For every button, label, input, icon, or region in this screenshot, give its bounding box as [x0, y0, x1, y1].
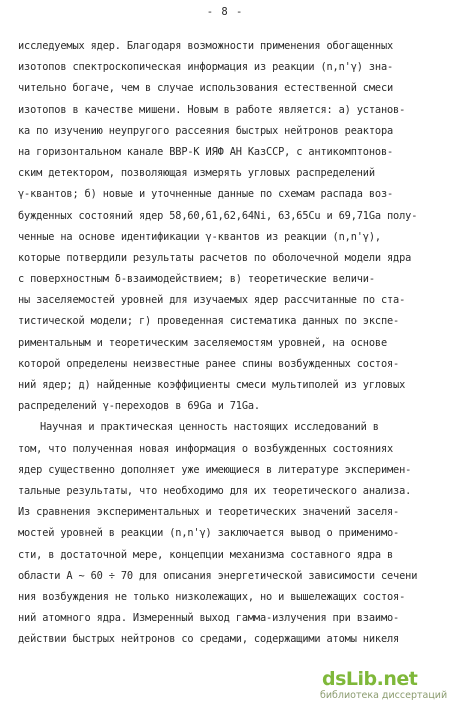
text-line: с поверхностным δ-взаимодействием; в) теоретические величи- — [18, 273, 375, 286]
text-line: исследуемых ядер. Благодаря возможности применения обогащенных — [18, 40, 394, 52]
text-line: ченные на основе идентификации γ-квантов из реакции (n,n'γ), — [18, 230, 381, 243]
text-line: распределений γ-переходов в 69Ga и 71Ga. — [18, 400, 260, 413]
text-line: Научная и практическая ценность настоящих исследований в — [40, 421, 379, 434]
watermark-subtitle: библиотека диссертаций — [320, 690, 448, 701]
watermark-logo: dsLib.net — [322, 668, 418, 690]
text-line: ний ядер; д) найденные коэффициенты смеси мультиполей из угловых — [18, 379, 406, 391]
text-line: Из сравнения экспериментальных и теоретических значений заселя- — [18, 506, 400, 519]
text-line: чительно богаче, чем в случае использования естественной смеси — [18, 82, 394, 95]
text-line: ны заселяемостей уровней для изучаемых ядер рассчитанные по ста- — [18, 294, 406, 307]
page-number: - 8 - — [206, 6, 244, 18]
text-line: изотопов в качестве мишени. Новым в работе является: а) установ- — [18, 103, 406, 116]
text-line: тальные результаты, что необходимо для их теоретического анализа. — [18, 484, 412, 497]
text-line: том, что полученная новая информация о возбужденных состояниях — [18, 442, 394, 455]
text-line: изотопов спектроскопическая информация из реакции (n,n'γ) зна- — [18, 61, 394, 74]
text-line: ским детектором, позволяющая измерять угловых распределений — [18, 167, 375, 180]
text-line: бужденных состояний ядер 58,60,61,62,64Ni, 63,65Cu и 69,71Ga полу- — [18, 209, 418, 222]
text-line: риментальным и теоретическим заселяемостям уровней, на основе — [18, 336, 388, 349]
text-line: мостей уровней в реакции (n,n'γ) заключается вывод о применимо- — [18, 527, 400, 540]
text-line: ний атомного ядра. Измеренный выход гамма-излучения при взаимо- — [18, 612, 400, 625]
text-line: тистической модели; г) проведенная систематика данных по экспе- — [18, 315, 400, 328]
text-line: области A ~ 60 ÷ 70 для описания энергетической зависимости сечени — [18, 569, 418, 582]
text-line: ка по изучению неупругого рассеяния быстрых нейтронов реактора — [18, 124, 394, 137]
text-line: γ-квантов; б) новые и уточненные данные по схемам распада воз- — [18, 188, 394, 201]
watermark — [320, 668, 448, 704]
text-line: сти, в достаточной мере, концепции механизма составного ядра в — [18, 548, 394, 561]
text-line: которые потвердили результаты расчетов по оболочечной модели ядра — [18, 251, 412, 264]
text-line: ния возбуждения не только низколежащих, но и вышележащих состоя- — [18, 590, 406, 603]
text-line: которой определены неизвестные ранее спины возбужденных состоя- — [18, 357, 400, 370]
text-line: действии быстрых нейтронов со средами, содержащими атомы никеля — [18, 633, 400, 646]
text-line: ядер существенно дополняет уже имеющиеся в литературе эксперимен- — [18, 463, 412, 476]
text-line: на горизонтальном канале ВВР-К ИЯФ АН КазССР, с антикомптонов- — [18, 145, 394, 158]
body-text — [18, 36, 436, 650]
